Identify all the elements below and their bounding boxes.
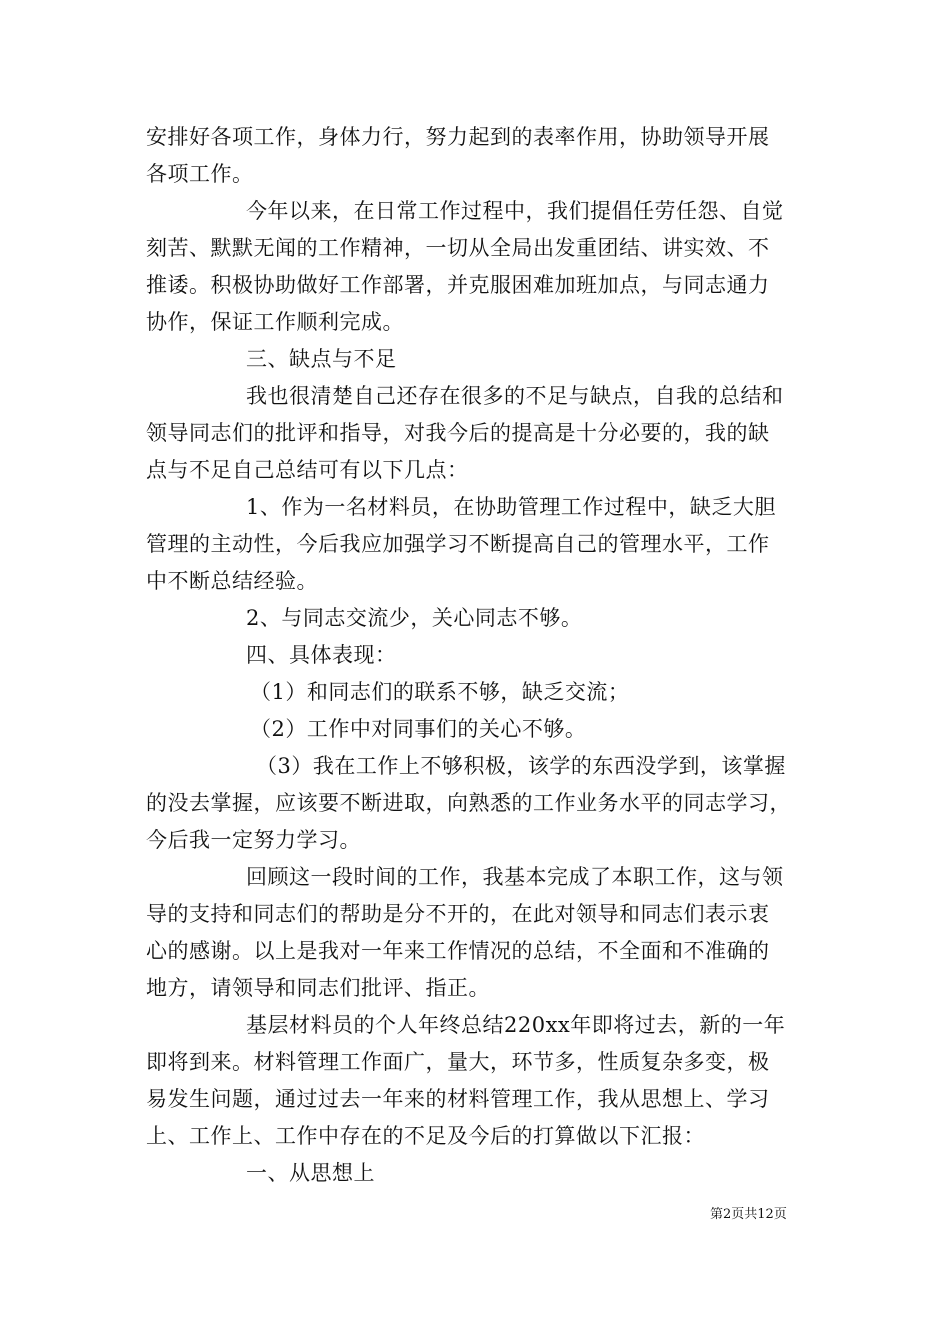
paragraph-start: 我也很清楚自己还存在很多的不足与缺点，自我的总结和: [246, 384, 784, 408]
list-item: 1、作为一名材料员，在协助管理工作过程中，缺乏大胆: [246, 495, 776, 519]
text-line: 刻苦、默默无闻的工作精神，一切从全局出发重团结、讲实效、不: [146, 236, 770, 260]
section-heading: 四、具体表现：: [246, 643, 397, 667]
paragraph-start: 回顾这一段时间的工作，我基本完成了本职工作，这与领: [246, 865, 784, 889]
paragraph-start: 今年以来，在日常工作过程中，我们提倡任劳任怨、自觉: [246, 199, 784, 223]
list-item: （3）我在工作上不够积极，该学的东西没学到，该掌握: [256, 754, 786, 778]
text-line: 中不断总结经验。: [146, 569, 318, 593]
section-heading: 一、从思想上: [246, 1161, 375, 1185]
page-number: 第2页共12页: [710, 1207, 787, 1222]
text-line: 地方，请领导和同志们批评、指正。: [146, 976, 490, 1000]
text-line: 上、工作上、工作中存在的不足及今后的打算做以下汇报：: [146, 1124, 705, 1148]
text-line: 点与不足自己总结可有以下几点：: [146, 458, 469, 482]
text-line: 导的支持和同志们的帮助是分不开的，在此对领导和同志们表示衷: [146, 902, 770, 926]
paragraph-start: 基层材料员的个人年终总结220xx年即将过去，新的一年: [246, 1013, 786, 1037]
list-item: （1）和同志们的联系不够，缺乏交流；: [250, 680, 630, 704]
text-line: 今后我一定努力学习。: [146, 828, 361, 852]
document-body: [146, 119, 810, 1192]
text-line: 推诿。积极协助做好工作部署，并克服困难加班加点，与同志通力: [146, 273, 770, 297]
text-line: 协作，保证工作顺利完成。: [146, 310, 404, 334]
text-line: 易发生问题，通过过去一年来的材料管理工作，我从思想上、学习: [146, 1087, 770, 1111]
text-line: 的没去掌握，应该要不断进取，向熟悉的工作业务水平的同志学习，: [146, 791, 791, 815]
list-item: 2、与同志交流少，关心同志不够。: [246, 606, 583, 630]
text-line: 管理的主动性，今后我应加强学习不断提高自己的管理水平，工作: [146, 532, 770, 556]
text-line: 心的感谢。以上是我对一年来工作情况的总结，不全面和不准确的: [146, 939, 770, 963]
text-line: 安排好各项工作，身体力行，努力起到的表率作用，协助领导开展: [146, 125, 770, 149]
text-line: 各项工作。: [146, 162, 254, 186]
list-item: （2）工作中对同事们的关心不够。: [250, 717, 587, 741]
section-heading: 三、缺点与不足: [246, 347, 397, 371]
text-line: 即将到来。材料管理工作面广，量大，环节多，性质复杂多变，极: [146, 1050, 770, 1074]
text-line: 领导同志们的批评和指导，对我今后的提高是十分必要的，我的缺: [146, 421, 770, 445]
